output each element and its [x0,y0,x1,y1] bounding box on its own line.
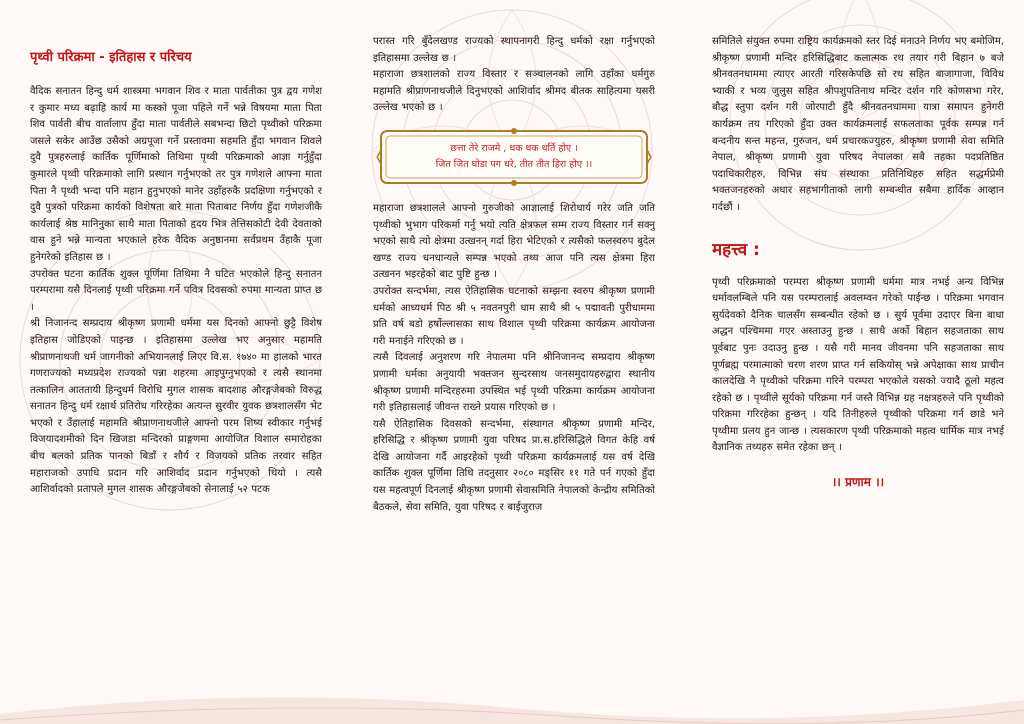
section-heading-history: पृथ्वी परिक्रमा - इतिहास र परिचय [30,50,192,65]
section-heading-importance: महत्त्व : [712,239,760,260]
paragraph: उपरोक्त सन्दर्भमा, त्यस ऐतिहासिक घटनाको सम्झना स्वरुप श्रीकृष्ण प्रणामी धर्मको आध्यधर्म पिठ श्री ५ नवतनपुरी धाम साथै श्री ५ पद्मावती पुरीधाममा प्रति वर्ष बडो हर्षोल्लासका साथ विशाल पृथ्वी परिक्रमा कार्यक्रम आयोजना गरी मनाईने गरिएको छ । [373,285,655,347]
column-middle [373,34,655,694]
quote-text [375,141,653,173]
paragraph: पृथ्वी परिक्रमाको परम्परा श्रीकृष्ण प्रणामी धर्ममा मात्र नभई अन्य विभिन्न धर्मावलम्बिले पनि यस परम्परालाई अवलम्वन गरेको पाईन्छ । परिक्रमा भगवान सुर्यदेवको दैनिक चालसँग सम्बन्धीत रहेको छ । सुर्य पूर्वमा उदाएर बिना बाधा अद्धन पश्चिममा गएर अस्ताउनु हुन्छ । साथै अर्को बिहान सहजताका साथ पूर्वबाट पुनः उदाउनु हुन्छ । यसै गरी मानव जीवनमा पनि सहजताका साथ पूर्णब्रह्म परमात्माको चरण शरण प्राप्त गर्न सकियोस् भन्ने अपेक्षाका साथ प्राचीन कालदेखि नै पृथ्वीको परिक्रमा गरिने परम्परा भएकोले यसको ज्यादै ठूलो महत्व रहेको छ । पृथ्वीले सूर्यको परिक्रमा गर्न जस्तै विभिन्न ग्रह नक्षत्रहरुले पनि पृथ्वीको परिक्रमा गरिरहेका हुन्छन् । यदि तिनीहरुले पृथ्वीको परिक्रमा गर्न छाडे भने पृथ्वीमा प्रलय हुन जान्छ । त्यसकारण पृथ्वी परिक्रमाको महत्व धार्मिक मात्र नभई वैज्ञानिक तथ्यहरु समेत रहेका छन् । [712,276,1004,454]
paragraph: त्यसै दिवलाई अनुशरण गरि नेपालमा पनि श्रीनिजानन्द सम्प्रदाय श्रीकृष्ण प्रणामी धर्मका अनुयायी भक्तजन सुन्दरसाथ जनसमुदायहरुद्वारा स्थानीय श्रीकृष्ण प्रणामी मन्दिरहरुमा उपस्थित भई पृथ्वी परिक्रमा कार्यक्रम आयोजना गरी इतिहासलाई जीवन्त राख्ने प्रयास गरिएको छ । [373,352,655,414]
paragraph: समितिले संयुक्त रुपमा राष्ट्रिय कार्यक्रमको स्तर दिई मनाउने निर्णय भए बमोजिम, श्रीकृष्ण प्रणामी मन्दिर हरिसिद्धिबाट कलात्मक रथ तयार गरी बिहान ७ बजे श्रीनवतनधाममा त्याएर आरती गरिसकेपछि सो रथ सहित बाजागाजा, विविध भ्याकी र भव्य जुलुस सहित श्रीपशुपतिनाथ मन्दिर दर्शन गरि कोणसभा गरेर, बौद्ध स्तुपा दर्शन गरी जोरपाटी हुँदै श्रीनवतनधाममा यात्रा समापन हुनेगरी कार्यक्रम तय गरिएको हुँदा उक्त कार्यक्रमलाई सफलताका पूर्वक सम्पन्न गर्न बन्दनीय सन्त महन्त, गुरुजन, धर्म प्रचारकज्युहरु, श्रीकृष्ण प्रणामी सेवा समिति नेपाल, श्रीकृष्ण प्रणामी युवा परिषद नेपालका सबै तहका पदप्रतिष्ठित पदाधिकारीहरु, विभिन्न संघ संस्थाका प्रतिनिधिहरु सहित सद्धर्मप्रेमी भक्तजनहरुको अधार सहभागीताको लागी सम्बन्धीत सबैमा हार्दिक आव्हान गर्दछौं । [712,36,1004,213]
paragraph: श्री निजानन्द सम्प्रदाय श्रीकृष्ण प्रणामी धर्ममा यस दिनको आफ्नो छुट्टै विशेष इतिहास जोडिएको पाइन्छ । इतिहासमा उल्लेख भए अनुसार महामति श्रीप्राणनाथजी धर्म जागनीको अभियानलाई लिएर वि.स. १७४० मा हालको भारत गणराज्यको मध्यप्रदेश राज्यको पन्ना शहरमा आइपुग्नुभएको र त्यसै स्थानमा तत्कालिन आततायी हिन्दुधर्म विरोधि मुगल शासक बादशाह औरङ्गजेबको विरुद्ध सनातन हिन्दु धर्म रक्षार्थ प्रतिरोध गरिरहेका अत्यन्त सुरवीर युवक छत्रशालसँग भेट भएको र उँहालाई महामति श्रीप्राणनाथजीले आफ्नो परम शिष्य स्वीकार गर्नुभई विजयादशमीको दिन खिजडा मन्दिरको प्राङ्गणमा आयोजित विशाल समारोहका बीच बलको प्रतिक पानको बिडाँ र शौर्य र विजयको प्रतिक तरवार सहित महाराजको उपाधि प्रदान गरि आशिर्वाद प्रदान गर्नुभएको थियो । त्यसै आशिर्वादको प्रतापले मुगल शासक औरङ्गजेबको सेनालाई ५२ पटक [30,318,322,496]
closing-salutation: ।। प्रणाम ।। [831,475,885,490]
quote-line: छत्ता तेरे राजमे , धक धक धर्ति होए । [450,142,578,154]
paragraph: उपरोक्त घटना कार्तिक शुक्ल पूर्णिमा तिथिमा नै घटित भएकोले हिन्दु सनातन परम्परामा यसै दिनलाई पृथ्वी परिक्रमा गर्ने पवित्र दिवसको रुपमा मान्यता प्राप्त छ । [30,268,322,313]
paragraph: यसै ऐतिहासिक दिवसको सन्दर्भमा, संस्थागत श्रीकृष्ण प्रणामी मन्दिर, हरिसिद्धि र श्रीकृष्ण प्रणामी युवा परिषद प्रा.स.हरिसिद्धिले विगत केहि वर्ष देखि आयोजना गर्दै आइरहेको पृथ्वी परिक्रमा कार्यक्रमलाई यस वर्ष देखि कार्तिक शुक्ल पूर्णिमा तिथि तदनुसार २०८० मङ्सिर ११ गते पर्न गएको हुँदा यस महत्वपूर्ण दिनलाई श्रीकृष्ण प्रणामी सेवासमिति नेपालको केन्द्रीय समितिको बैठकले, सेवा समिति, युवा परिषद र बाईजुराज [373,418,655,513]
paragraph: परास्त गरि बुँदेलखण्ड राज्यको स्थापनागरी हिन्दु धर्मको रक्षा गर्नुभएको इतिहासमा उल्लेख छ । [373,36,655,64]
quote-line: जित जित घोडा पग धरे, तीत तीत हिरा होए ।। [435,158,593,170]
quote-box [375,127,653,187]
paragraph: वैदिक सनातन हिन्दु धर्म शास्त्रमा भगवान शिव र माता पार्वतीका पुत्र द्वय गणेश र कुमार मध्य बढ़ाहि कार्य मा कस्को पूजा पहिले गर्ने भन्ने विषयमा माता पिता शिव पार्वती बीच वार्तालाप हुँदा माता पार्वतीले सबभन्दा छिटो पृथ्वीको परिक्रमा जसले सकेर आउँछ उसैको अग्रपूजा गर्ने प्रस्तावमा सहमति हुँदा भगवान शिवले दुवै पुत्रहरुलाई कार्तिक पूर्णिमाको तिथिमा पृथ्वी परिक्रमाको आज्ञा गर्नुहुँदा कुमारले पृथ्वी परिक्रमाको लागि प्रस्थान गर्नुभएको तर पुत्र गणेशले आफ्ना माता पिता नै पृथ्वी भन्दा पनि महान हुनुभएको मानेर उहाँहरुकै प्रदक्षिणा गर्नुभएको र दुवै पुत्रको परिक्रमा कार्यको विशेषता बारे माता पिताबाट निर्णय हुँदा गणेशजीकै कार्यलाई श्रेष्ठ मानिनुका साथै माता पिताको हृदय भित्र तेत्तिसकोटी देवी देवताको वास हुने भन्ने मान्यता भएकाले हरेक वैदिक अनुष्ठानमा सर्वप्रथम उँहाकै पूजा हुनेगरेको इतिहास छ । [30,86,322,263]
paragraph: महाराजा छत्रशालले आफ्नो गुरुजीको आज्ञालाई शिरोधार्य गरेर जति जति पृथ्वीको भुभाग परिकर्मा गर्नु भयो त्यति क्षेत्रफल सम्म राज्य विस्तार गर्न सक्नु भएको साथै त्यो क्षेत्रमा उत्खनन् गर्दा हिरा भेटिएको र त्यसैको फलस्वरुप बुदेल खण्ड राज्य धनधान्यले सम्पन्न भएको तथ्य आज पनि त्यस क्षेत्रमा हिरा उत्खनन भइरहेको बाट पुष्टि हुन्छ । [373,202,655,281]
column-right [712,34,1004,694]
column-left [30,34,322,694]
paragraph: महाराजा छत्रशालको राज्य विस्तार र सञ्चालनको लागि उहाँका धर्मगुरु महामति श्रीप्राणनाथजीले दिनुभएको आशिर्वाद श्रीमद बीतक साहित्यमा यसरी उल्लेख भएको छ । [373,69,655,114]
